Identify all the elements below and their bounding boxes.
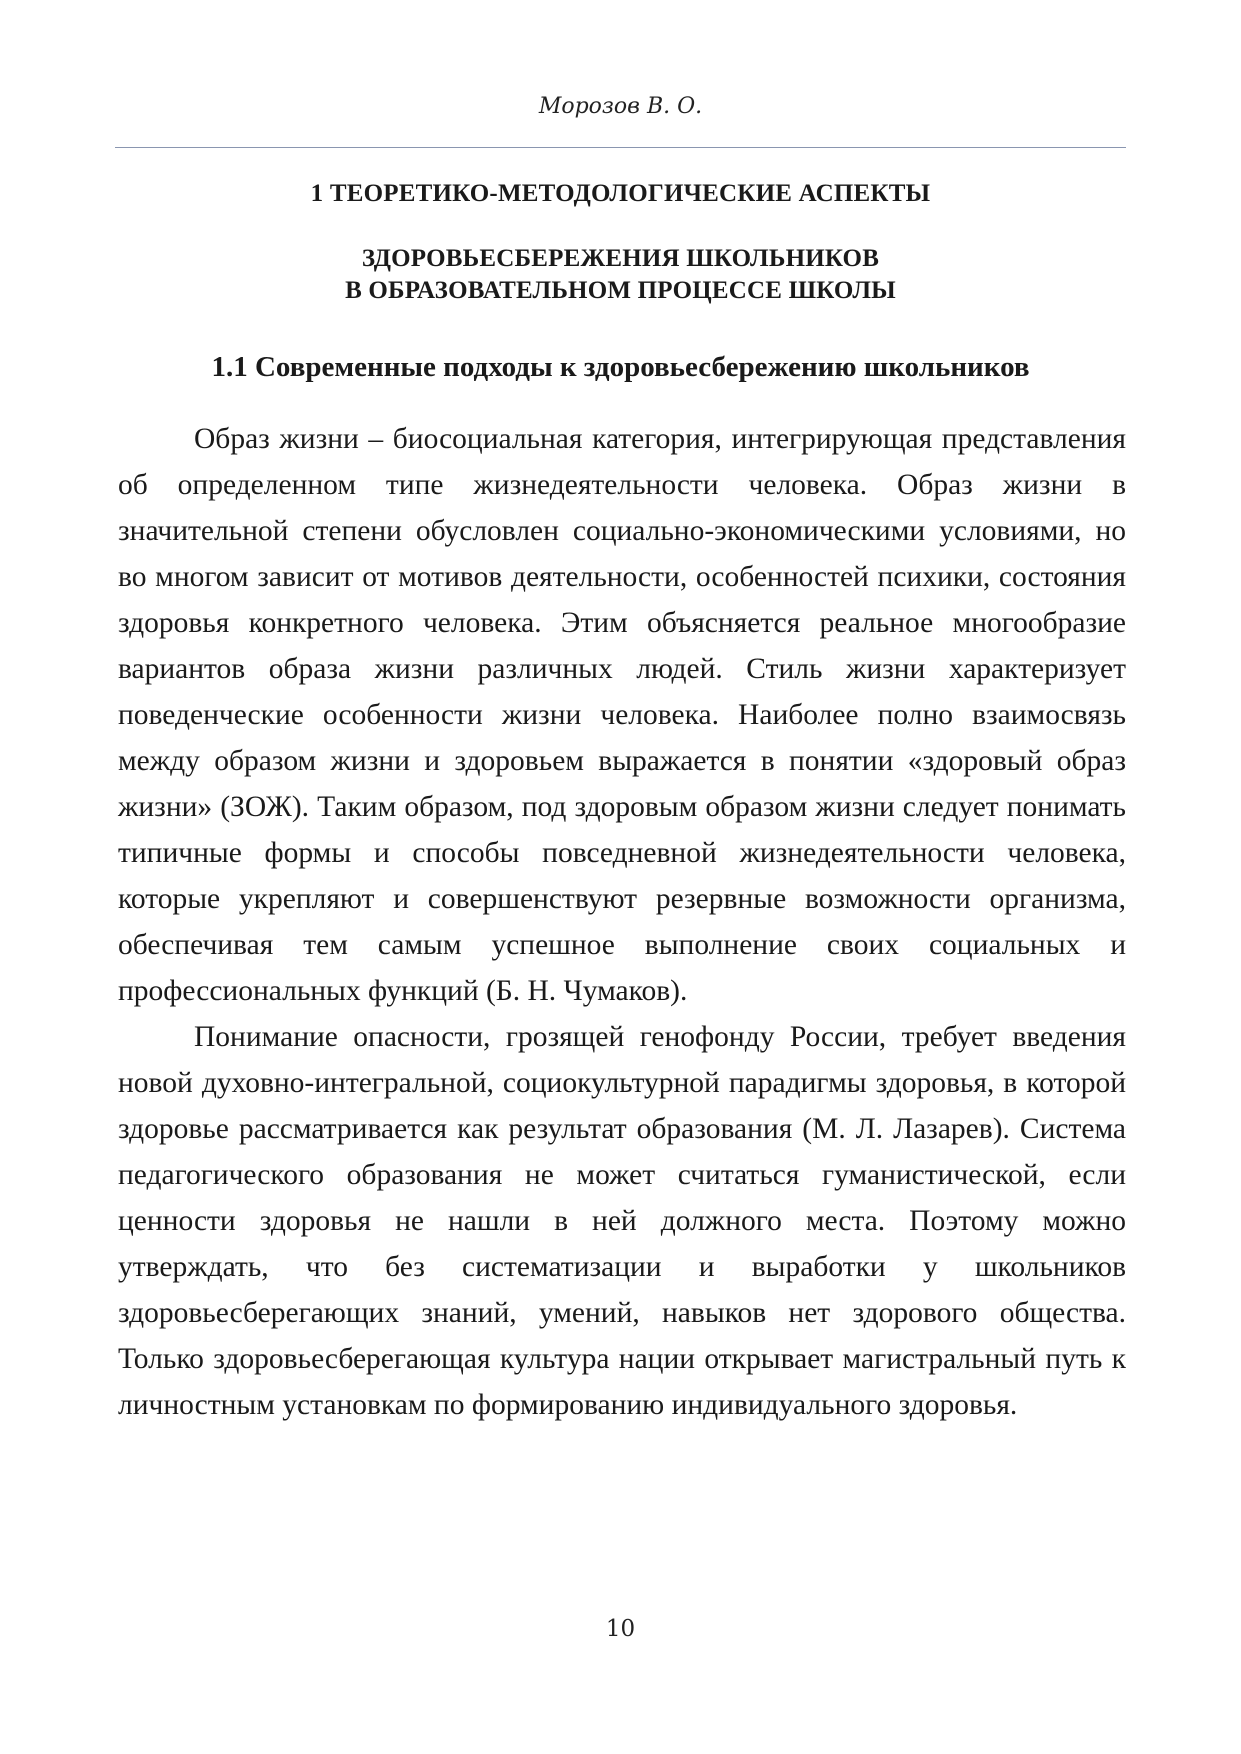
section-title: 1.1 Современные подходы к здоровьесбережению школьников <box>211 351 1030 383</box>
chapter-title-block <box>115 243 1126 307</box>
page-number: 10 <box>605 1616 636 1642</box>
paragraph-2: Понимание опасности, грозящей генофонду России, требует введения новой духовно-интегральной, социокультурной парадигмы здоровья, в которой здоровье рассматривается как результат образования (М. Л. Лазарев). Система педагогического образования не может считаться гуманистической, если ценности здоровья не нашли в ней должного места. Поэтому можно утверждать, что без систематизации и выработки у школьников здоровьесберегающих знаний, умений, навыков нет здорового общества. Только здоровьесберегающая культура нации открывает магистральный путь к личностным установкам по формированию индивидуального здоровья. <box>118 1021 1126 1421</box>
body-text <box>118 416 1126 1428</box>
running-header-author: Морозов В. О. <box>538 94 703 119</box>
header-divider <box>115 147 1126 148</box>
chapter-title-line-2: ЗДОРОВЬЕСБЕРЕЖЕНИЯ ШКОЛЬНИКОВ <box>361 245 880 272</box>
chapter-title-line-1: 1 ТЕОРЕТИКО-МЕТОДОЛОГИЧЕСКИЕ АСПЕКТЫ <box>310 180 931 207</box>
paragraph-1: Образ жизни – биосоциальная категория, интегрирующая представления об определенном типе жизнедеятельности человека. Образ жизни в значительной степени обусловлен социально-экономическими условиями, но во многом зависит от мотивов деятельности, особенностей психики, состояния здоровья конкретного человека. Этим объясняется реальное многообразие вариантов образа жизни различных людей. Стиль жизни характеризует поведенческие особенности жизни человека. Наиболее полно взаимосвязь между образом жизни и здоровьем выражается в понятии «здоровый образ жизни» (ЗОЖ). Таким образом, под здоровым образом жизни следует понимать типичные формы и способы повседневной жизнедеятельности человека, которые укрепляют и совершенствуют резервные возможности организма, обеспечивая тем самым успешное выполнение своих социальных и профессиональных функций (Б. Н. Чумаков). <box>118 423 1126 1007</box>
chapter-title-line-3: В ОБРАЗОВАТЕЛЬНОМ ПРОЦЕССЕ ШКОЛЫ <box>345 277 896 304</box>
